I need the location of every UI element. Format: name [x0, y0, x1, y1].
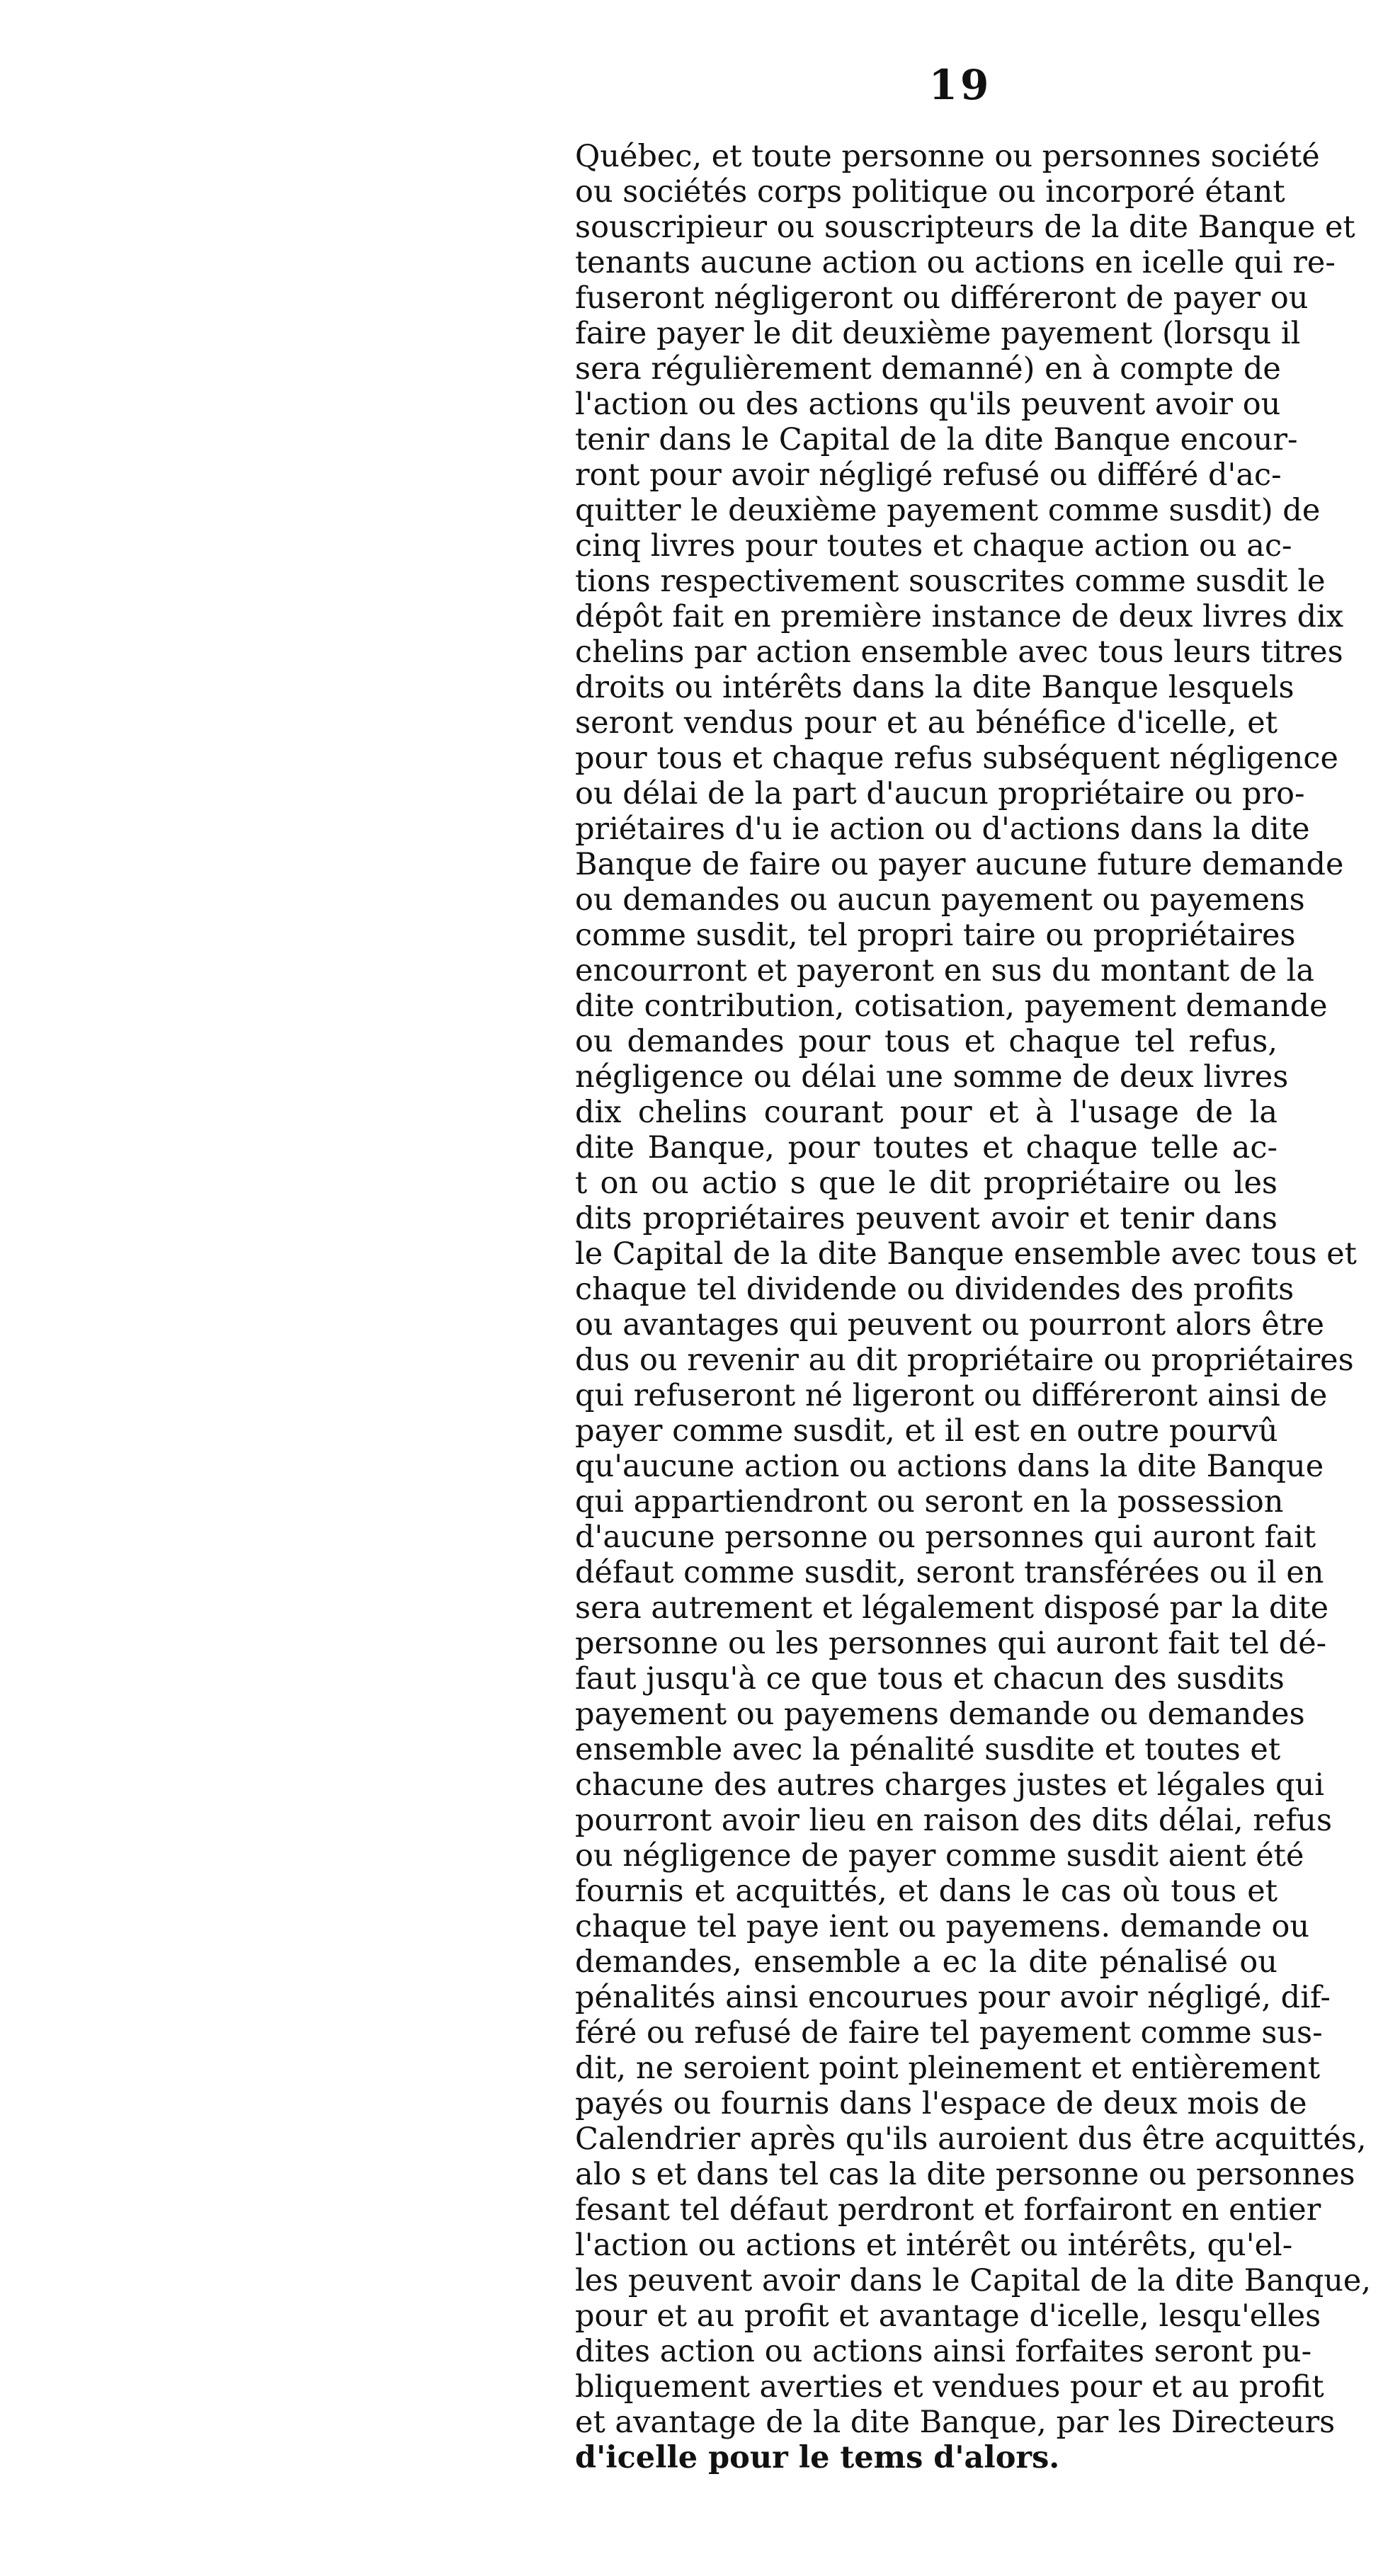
- text-line: encourront et payeront en sus du montant de la: [575, 953, 1314, 988]
- text-line: ou sociétés corps politique ou incorporé étant: [575, 174, 1285, 210]
- text-line: droits ou intérêts dans la dite Banque lesquels: [575, 670, 1294, 705]
- text-line: dit, ne seroient point pleinement et entièrement: [575, 2051, 1321, 2086]
- text-line: payement ou payemens demande ou demandes: [575, 1697, 1305, 1732]
- text-line: dite Banque, pour toutes et chaque telle ac-: [575, 1130, 1277, 1166]
- text-line: ou avantages qui peuvent ou pourront alors être: [575, 1307, 1325, 1343]
- text-line-last: d'icelle pour le tems d'alors.: [575, 2440, 1060, 2475]
- text-line: faut jusqu'à ce que tous et chacun des susdits: [575, 1661, 1285, 1697]
- text-line: ront pour avoir négligé refusé ou différé d'ac-: [575, 457, 1282, 493]
- text-line: dites action ou actions ainsi forfaites seront pu-: [575, 2334, 1312, 2369]
- text-line: le Capital de la dite Banque ensemble avec tous et: [575, 1236, 1357, 1272]
- text-line: tenir dans le Capital de la dite Banque encour-: [575, 422, 1298, 457]
- text-line: priétaires d'u ie action ou d'actions dans la dite: [575, 811, 1310, 847]
- text-line: faire payer le dit deuxième payement (lorsqu il: [575, 316, 1301, 351]
- text-line: pourront avoir lieu en raison des dits délai, refus: [575, 1803, 1333, 1838]
- text-line: fuseront négligeront ou différeront de payer ou: [575, 280, 1309, 316]
- text-line: tenants aucune action ou actions en icelle qui re-: [575, 245, 1336, 280]
- text-line: l'action ou actions et intérêt ou intérêts, qu'el-: [575, 2228, 1293, 2263]
- body-text: [575, 139, 1372, 2475]
- text-line: dépôt fait en première instance de deux livres dix: [575, 599, 1344, 634]
- text-line: défaut comme susdit, seront transférées ou il en: [575, 1555, 1324, 1590]
- text-line: chacune des autres charges justes et légales qui: [575, 1767, 1324, 1803]
- text-line: Calendrier après qu'ils auroient dus être acquittés,: [575, 2121, 1367, 2157]
- text-line: dus ou revenir au dit propriétaire ou propriétaires: [575, 1343, 1354, 1378]
- text-line: qui appartiendront ou seront en la possession: [575, 1484, 1284, 1520]
- text-line: qu'aucune action ou actions dans la dite Banque: [575, 1449, 1324, 1484]
- text-line: les peuvent avoir dans le Capital de la dite Banque,: [575, 2263, 1372, 2298]
- text-line: ou négligence de payer comme susdit aient été: [575, 1838, 1304, 1874]
- text-line: seront vendus pour et au bénéfice d'icelle, et: [575, 705, 1277, 741]
- text-line: pour tous et chaque refus subséquent négligence: [575, 741, 1338, 776]
- text-line: payer comme susdit, et il est en outre pourvû: [575, 1413, 1278, 1449]
- text-line: ou demandes ou aucun payement ou payemens: [575, 882, 1305, 918]
- text-line: sera régulièrement demanné) en à compte de: [575, 351, 1281, 387]
- text-line: fesant tel défaut perdront et forfairont en entier: [575, 2192, 1321, 2228]
- text-line: ensemble avec la pénalité susdite et toutes et: [575, 1732, 1281, 1767]
- text-line: chaque tel dividende ou dividendes des profits: [575, 1272, 1294, 1307]
- text-line: ou délai de la part d'aucun propriétaire ou pro-: [575, 776, 1305, 811]
- text-line: sera autrement et légalement disposé par la dite: [575, 1590, 1329, 1626]
- text-line: bliquement averties et vendues pour et au profit: [575, 2369, 1324, 2405]
- text-line: pénalités ainsi encourues pour avoir négligé, dif-: [575, 1980, 1331, 2015]
- text-line: chelins par action ensemble avec tous leurs titres: [575, 634, 1343, 670]
- text-line: tions respectivement souscrites comme susdit le: [575, 564, 1326, 599]
- text-line: dits propriétaires peuvent avoir et tenir dans: [575, 1201, 1277, 1236]
- text-line: cinq livres pour toutes et chaque action ou ac-: [575, 528, 1292, 564]
- text-line: qui refuseront né ligeront ou différeront ainsi de: [575, 1378, 1328, 1413]
- text-line: Banque de faire ou payer aucune future demande: [575, 847, 1344, 882]
- text-line: dite contribution, cotisation, payement demande: [575, 988, 1328, 1024]
- text-line: demandes, ensemble a ec la dite pénalisé ou: [575, 1944, 1277, 1980]
- text-line: comme susdit, tel propri taire ou propriétaires: [575, 918, 1296, 953]
- text-line: pour et au profit et avantage d'icelle, lesqu'elles: [575, 2298, 1321, 2334]
- text-line: souscripieur ou souscripteurs de la dite Banque et: [575, 210, 1355, 245]
- text-line: d'aucune personne ou personnes qui auront fait: [575, 1520, 1316, 1555]
- text-line: payés ou fournis dans l'espace de deux mois de: [575, 2086, 1307, 2121]
- text-line: l'action ou des actions qu'ils peuvent avoir ou: [575, 387, 1281, 422]
- text-line: fournis et acquittés, et dans le cas où tous et: [575, 1874, 1277, 1909]
- text-line: négligence ou délai une somme de deux livres: [575, 1059, 1289, 1095]
- text-line: alo s et dans tel cas la dite personne ou personnes: [575, 2157, 1355, 2192]
- text-line: quitter le deuxième payement comme susdit) de: [575, 493, 1321, 528]
- text-line: t on ou actio s que le dit propriétaire ou les: [575, 1166, 1277, 1201]
- text-line: dix chelins courant pour et à l'usage de la: [575, 1095, 1277, 1130]
- text-line: Québec, et toute personne ou personnes société: [575, 139, 1320, 174]
- page-number: 19: [928, 61, 992, 109]
- text-line: et avantage de la dite Banque, par les Directeurs: [575, 2405, 1336, 2440]
- text-line: chaque tel paye ient ou payemens. demande ou: [575, 1909, 1310, 1944]
- text-line: féré ou refusé de faire tel payement comme sus-: [575, 2015, 1323, 2051]
- text-line: personne ou les personnes qui auront fait tel dé-: [575, 1626, 1327, 1661]
- text-line: ou demandes pour tous et chaque tel refus,: [575, 1024, 1277, 1059]
